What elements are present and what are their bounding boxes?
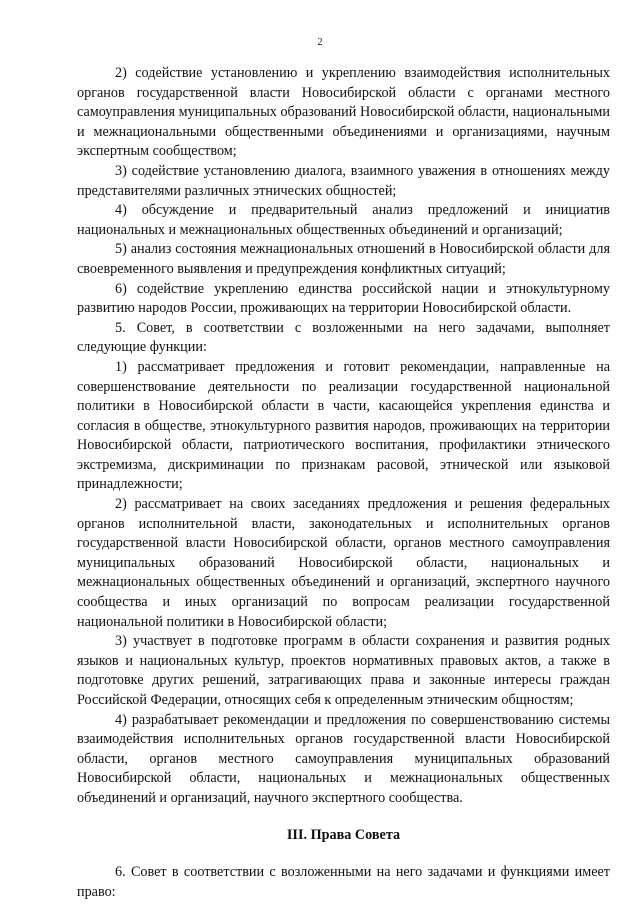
paragraph: 4) обсуждение и предварительный анализ предложений и инициатив национальных и межнациональных общественных объединений и организаций; <box>77 202 610 238</box>
section-heading: III. Права Совета <box>286 826 401 843</box>
paragraph: 2) содействие установлению и укреплению взаимодействия исполнительных органов государственной власти Новосибирской области с органами местного самоуправления муниципальных образований Новосибирской области, национальными и межнациональными общественными объединениями и организациями, научным экспертным сообществом; <box>77 65 610 160</box>
document-body <box>77 64 610 902</box>
page-number: 2 <box>317 37 323 48</box>
paragraph: 1) рассматривает предложения и готовит рекомендации, направленные на совершенствование деятельности по реализации государственной национальной политики в Новосибирской области в части, касающейся укрепления единства и согласия в обществе, этнокультурного развития народов, проживающих на территории Новосибирской области, патриотического воспитания, профилактики этнического экстремизма, дискриминации по признакам расовой, этнической или языковой принадлежности; <box>77 358 610 493</box>
paragraph: 2) рассматривает на своих заседаниях предложения и решения федеральных органов исполнительной власти, законодательных и исполнительных органов государственной власти Новосибирской области, органов местного самоуправления муниципальных образований Новосибирской области, национальных и межнациональных общественных объединений и организаций, экспертного научного сообщества и иных организаций по вопросам реализации государственной национальной политики в Новосибирской области; <box>77 496 610 630</box>
paragraph: 6. Совет в соответствии с возложенными на него задачами и функциями имеет право: <box>77 864 610 900</box>
paragraph: 6) содействие укреплению единства российской нации и этнокультурному развитию народов России, проживающих на территории Новосибирской области. <box>77 280 610 317</box>
paragraph: 4) разрабатывает рекомендации и предложения по совершенствованию системы взаимодействия исполнительных органов государственной власти Новосибирской области, органов местного самоуправления муниципальных образований Новосибирской области, национальных и межнациональных общественных объединений и организаций, научного экспертного сообщества. <box>77 711 610 806</box>
paragraph: 3) участвует в подготовке программ в области сохранения и развития родных языков и национальных культур, проектов нормативных правовых актов, а также в подготовке других решений, затрагивающих права и законные интересы граждан Российской Федерации, относящих себя к определенным этническим общностям; <box>77 633 610 708</box>
paragraph: 5) анализ состояния межнациональных отношений в Новосибирской области для своевременного выявления и предупреждения конфликтных ситуаций; <box>77 241 610 277</box>
paragraph: 3) содействие установлению диалога, взаимного уважения в отношениях между представителями различных этнических общностей; <box>77 162 610 199</box>
paragraph: 5. Совет, в соответствии с возложенными на него задачами, выполняет следующие функции: <box>77 319 610 356</box>
